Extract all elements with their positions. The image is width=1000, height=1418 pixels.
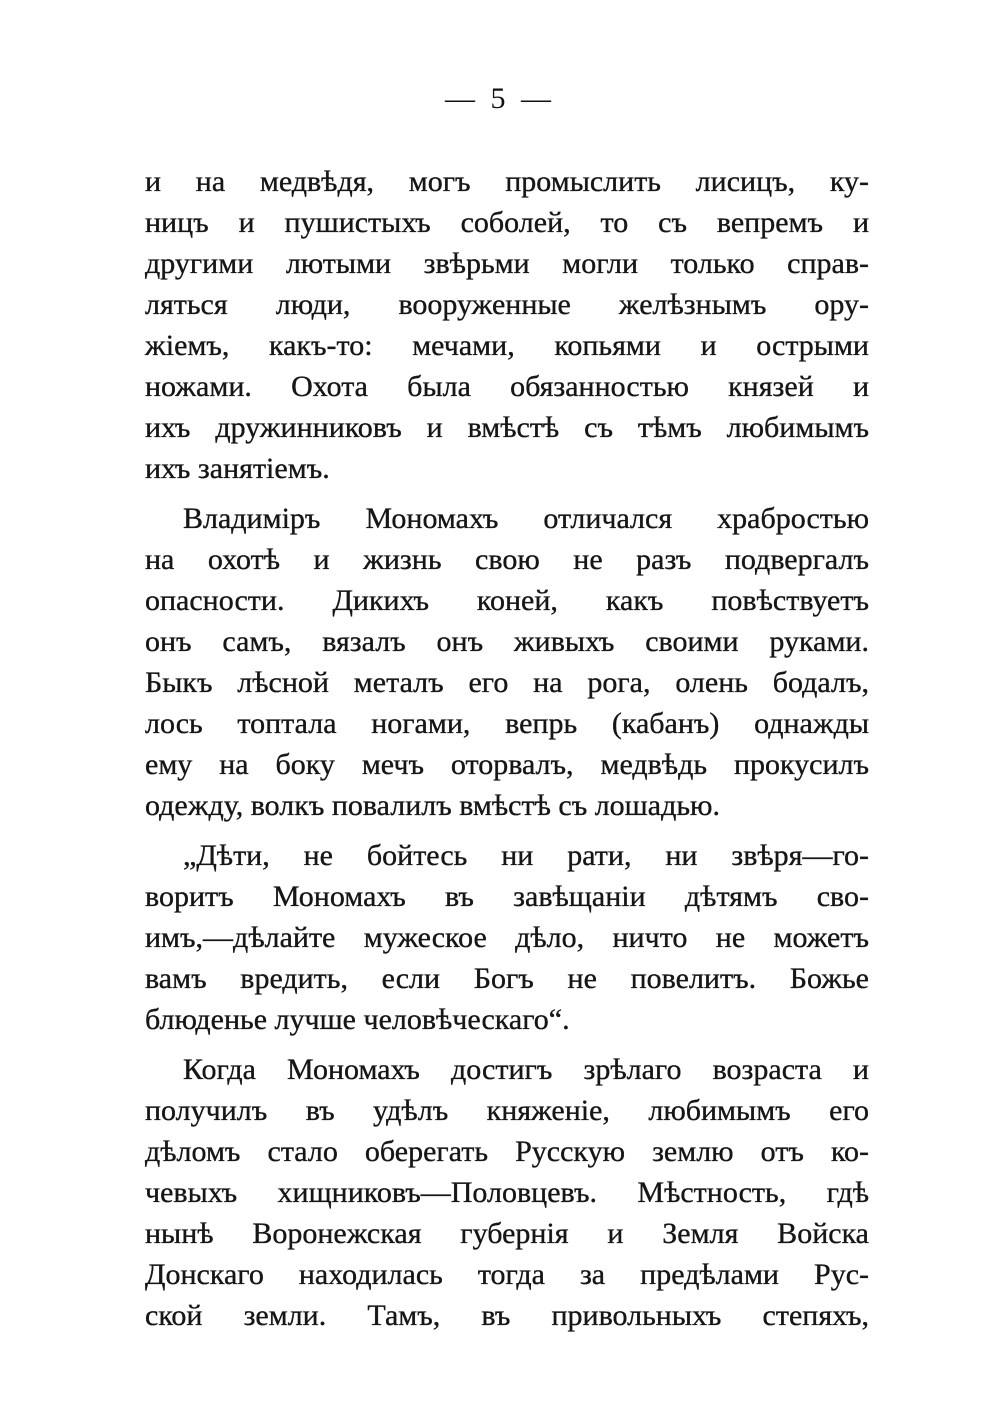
page-number: — 5 — xyxy=(445,82,555,115)
text-line: ему на боку мечъ оторвалъ, медвѣдь прокусилъ xyxy=(145,748,869,781)
text-line: ихъ занятіемъ. xyxy=(145,452,330,485)
text-line: ляться люди, вооруженные желѣзнымъ ору- xyxy=(145,288,869,321)
body-text xyxy=(145,161,869,1345)
text-line: имъ,—дѣлайте мужеское дѣло, ничто не можетъ xyxy=(145,921,869,954)
paragraph xyxy=(145,161,869,489)
text-line: онъ самъ, вязалъ онъ живыхъ своими руками. xyxy=(145,625,869,658)
paragraph xyxy=(145,498,869,826)
text-line: ихъ дружинниковъ и вмѣстѣ съ тѣмъ любимымъ xyxy=(145,411,869,444)
text-line: „Дѣти, не бойтесь ни рати, ни звѣря—го- xyxy=(183,839,869,872)
text-line: на охотѣ и жизнь свою не разъ подвергалъ xyxy=(145,543,869,576)
text-line: лось топтала ногами, вепрь (кабанъ) однажды xyxy=(145,707,869,740)
text-line: получилъ въ удѣлъ княженіе, любимымъ его xyxy=(145,1094,869,1127)
paragraph xyxy=(145,1049,869,1336)
text-line: нынѣ Воронежская губернія и Земля Войска xyxy=(145,1217,869,1250)
text-line: Когда Мономахъ достигъ зрѣлаго возраста и xyxy=(183,1053,869,1086)
text-line: чевыхъ хищниковъ—Половцевъ. Мѣстность, гдѣ xyxy=(145,1176,869,1209)
text-line: дѣломъ стало оберегать Русскую землю отъ ко- xyxy=(145,1135,869,1168)
text-line: ножами. Охота была обязанностью князей и xyxy=(145,370,869,403)
text-line: другими лютыми звѣрьми могли только справ- xyxy=(145,247,869,280)
text-line: Владиміръ Мономахъ отличался храбростью xyxy=(183,502,869,535)
paragraph xyxy=(145,835,869,1040)
text-line: ницъ и пушистыхъ соболей, то съ вепремъ и xyxy=(145,206,869,239)
text-line: ской земли. Тамъ, въ привольныхъ степяхъ, xyxy=(145,1299,869,1332)
text-line: и на медвѣдя, могъ промыслить лисицъ, ку- xyxy=(145,165,869,198)
text-line: одежду, волкъ повалилъ вмѣстѣ съ лошадью. xyxy=(145,789,720,822)
text-line: вамъ вредить, если Богъ не повелитъ. Божье xyxy=(145,962,869,995)
text-line: опасности. Дикихъ коней, какъ повѣствуетъ xyxy=(145,584,869,617)
text-line: Быкъ лѣсной металъ его на рога, олень бодалъ, xyxy=(145,666,869,699)
text-line: Донскаго находилась тогда за предѣлами Рус- xyxy=(145,1258,869,1291)
text-line: жіемъ, какъ-то: мечами, копьями и острыми xyxy=(145,329,869,362)
text-line: воритъ Мономахъ въ завѣщаніи дѣтямъ сво- xyxy=(145,880,869,913)
text-line: блюденье лучше человѣческаго“. xyxy=(145,1003,570,1036)
